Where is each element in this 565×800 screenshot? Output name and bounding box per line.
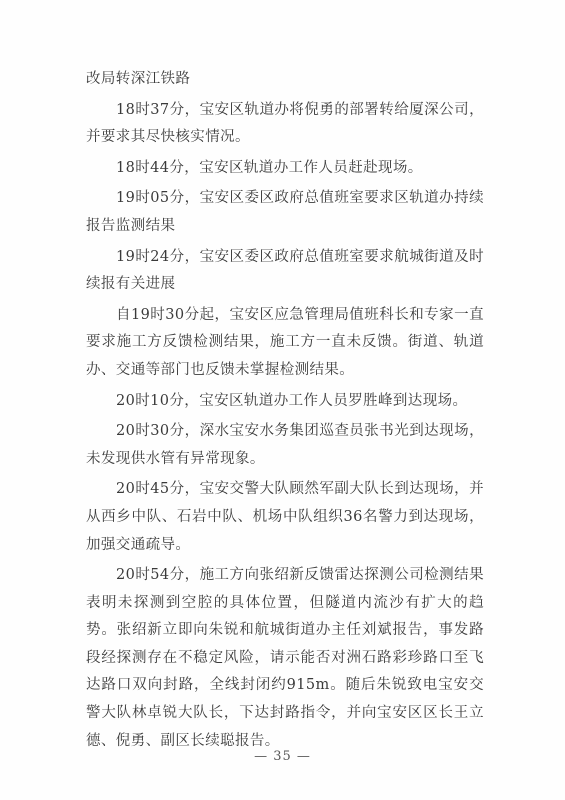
paragraph-continuation: 改局转深江铁路 — [86, 71, 191, 87]
paragraph-1844: 18时44分，宝安区轨道办工作人员赶赴现场。 — [116, 159, 423, 176]
paragraph-1837: 18时37分，宝安区轨道办将倪勇的部署转给厦深公司，并要求其尽快核实情况。 — [86, 101, 484, 146]
page-number: — 35 — — [254, 749, 311, 764]
paragraph-1930: 自19时30分起，宝安区应急管理局值班科长和专家一直要求施工方反馈检测结果，施工方一直未反馈。街道、轨道办、交通等部门也反馈未掌握检测结果。 — [86, 306, 484, 378]
paragraph-1924: 19时24分，宝安区委区政府总值班室要求航城街道及时续报有关进展 — [86, 248, 484, 293]
paragraph-2045: 20时45分，宝安交警大队顾然军副大队长到达现场，并从西乡中队、石岩中队、机场中队组织36名警力到达现场，加强交通疏导。 — [86, 481, 484, 553]
paragraph-1905: 19时05分，宝安区委区政府总值班室要求区轨道办持续报告监测结果 — [86, 190, 484, 234]
paragraph-2054: 20时54分，施工方向张绍新反馈雷达探测公司检测结果表明未探测到空腔的具体位置，但隧道内流沙有扩大的趋势。张绍新立即向朱锐和航城街道办主任刘斌报告，事发路段经探测存在不稳定风险，请示能否对洲石路彩珍路口至飞达路口双向封路，全线封闭约915m。随后朱锐致电宝安交警大队林卓锐大队长，下达封路指令，并向宝安区区长王立德、倪勇、副区长续聪报告。 — [86, 567, 484, 749]
paragraph-2010: 20时10分，宝安区轨道办工作人员罗胜峰到达现场。 — [116, 392, 468, 409]
document-body — [86, 66, 484, 758]
paragraph-2030: 20时30分，深水宝安水务集团巡查员张书光到达现场，未发现供水管有异常现象。 — [86, 423, 484, 467]
